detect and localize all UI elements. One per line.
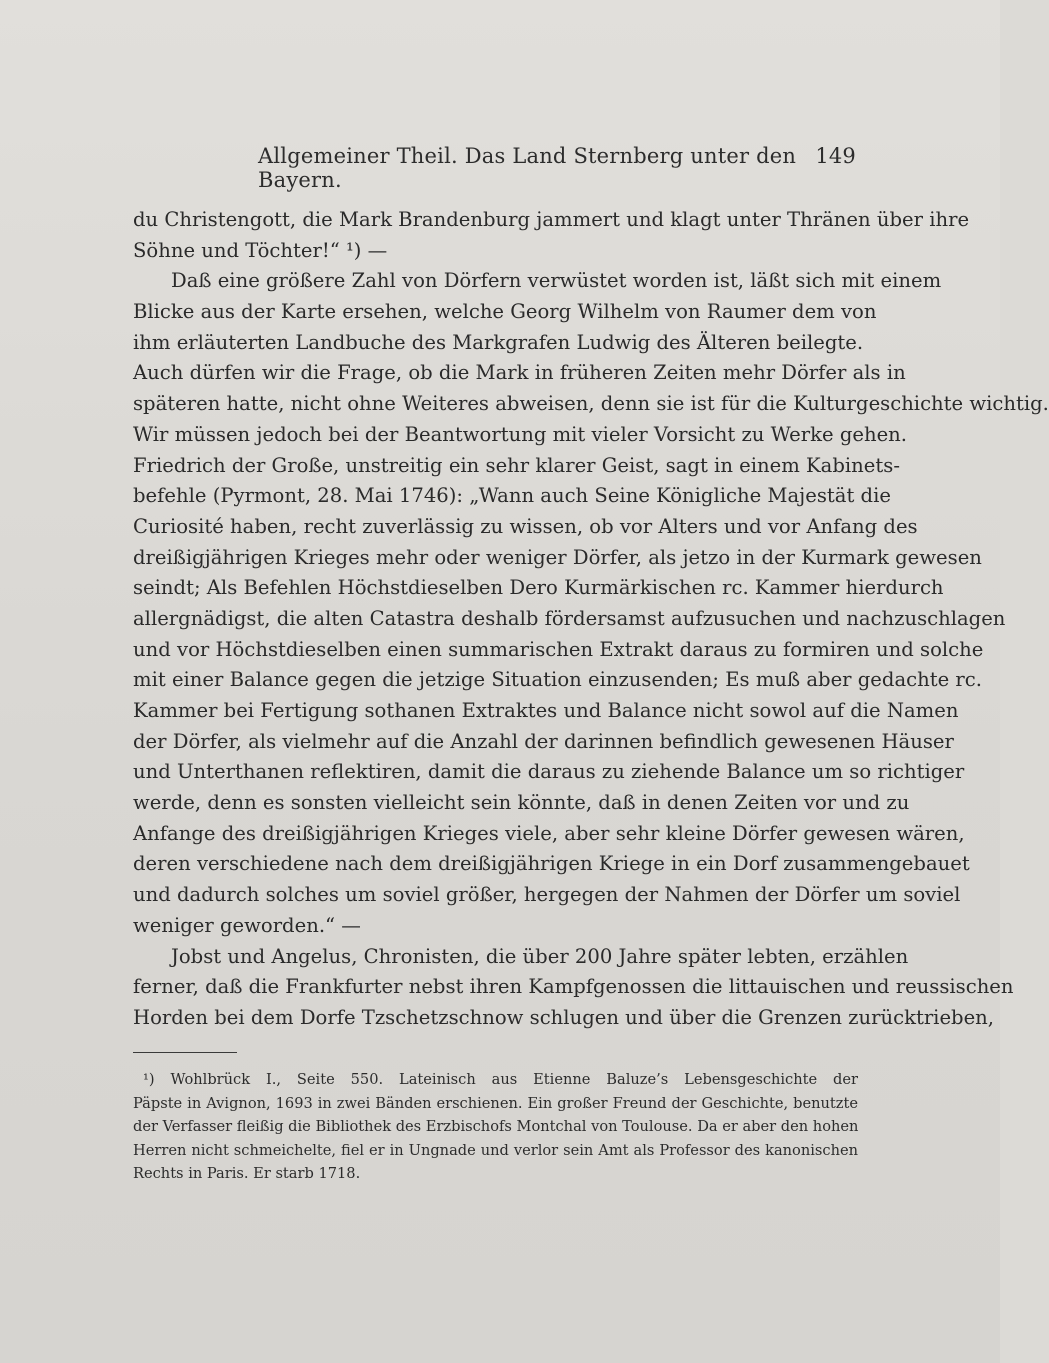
text-line: du Christengott, die Mark Brandenburg jammert und klagt unter Thränen über ihre [133,208,970,231]
text-line: ferner, daß die Frankfurter nebst ihren Kampfgenossen die littauischen und reussischen [133,975,1014,999]
text-line: Blicke aus der Karte ersehen, welche Georg Wilhelm von Raumer dem von [133,300,877,324]
running-title: Allgemeiner Theil. Das Land Sternberg unter den Bayern. [258,144,797,192]
text-line: Söhne und Töchter!“ ¹) — [133,238,388,262]
page-number: 149 [815,144,856,168]
text-line: seindt; Als Befehlen Höchstdieselben Dero Kurmärkischen rc. Kammer hierdurch [133,576,944,600]
main-text [133,205,1049,1034]
text-line: Wir müssen jedoch bei der Beantwortung mit vieler Vorsicht zu Werke gehen. [133,422,908,446]
text-line: Jobst und Angelus, Chronisten, die über 200 Jahre später lebten, erzählen [171,944,909,968]
text-line: werde, denn es sonsten vielleicht sein könnte, daß in denen Zeiten vor und zu [133,791,910,815]
footnote-line: Rechts in Paris. Er starb 1718. [133,1165,361,1182]
text-line: mit einer Balance gegen die jetzige Situation einzusenden; Es muß aber gedachte rc. [133,668,982,692]
text-line: Auch dürfen wir die Frage, ob die Mark in früheren Zeiten mehr Dörfer als in [133,361,906,385]
text-line: dreißigjährigen Krieges mehr oder weniger Dörfer, als jetzo in der Kurmark gewesen [133,545,982,569]
text-line: weniger geworden.“ — [133,913,361,937]
text-line: Anfange des dreißigjährigen Krieges viele, aber sehr kleine Dörfer gewesen wären, [133,821,965,845]
text-line: allergnädigst, die alten Catastra deshalb fördersamst aufzusuchen und nachzuschlagen [133,606,1006,630]
text-line: und vor Höchstdieselben einen summarischen Extrakt daraus zu formiren und solche [133,637,984,661]
text-line: späteren hatte, nicht ohne Weiteres abweisen, denn sie ist für die Kulturgeschichte wichtig. [133,392,1049,416]
text-line: deren verschiedene nach dem dreißigjährigen Kriege in ein Dorf zusammengebauet [133,852,970,876]
running-header [258,144,856,192]
footnote-divider [133,1052,237,1053]
text-line: und Unterthanen reflektiren, damit die daraus zu ziehende Balance um so richtiger [133,760,965,784]
text-line: Curiosité haben, recht zuverlässig zu wissen, ob vor Alters und vor Anfang des [133,514,918,538]
footnotes [133,1068,858,1186]
text-line: der Dörfer, als vielmehr auf die Anzahl der darinnen befindlich gewesenen Häuser [133,729,954,753]
footnote-line: Herren nicht schmeichelte, fiel er in Ungnade und verlor sein Amt als Professor des kanonischen [133,1141,858,1159]
text-line: befehle (Pyrmont, 28. Mai 1746): „Wann auch Seine Königliche Majestät die [133,484,891,508]
text-line: Friedrich der Große, unstreitig ein sehr klarer Geist, sagt in einem Kabinets- [133,453,900,477]
footnote-line: der Verfasser fleißig die Bibliothek des Erzbischofs Montchal von Toulouse. Da er aber den hohen [133,1118,859,1135]
text-line: Horden bei dem Dorfe Tzschetzschnow schlugen und über die Grenzen zurücktrieben, [133,1005,995,1029]
footnote-line: ¹) Wohlbrück I., Seite 550. Lateinisch aus Etienne Baluze’s Lebensgeschichte der [143,1071,858,1088]
text-line: und dadurch solches um soviel größer, hergegen der Nahmen der Dörfer um soviel [133,883,961,907]
footnote-line: Päpste in Avignon, 1693 in zwei Bänden erschienen. Ein großer Freund der Geschichte, benutzte [133,1094,858,1112]
text-line: Daß eine größere Zahl von Dörfern verwüstet worden ist, läßt sich mit einem [171,269,942,293]
text-line: ihm erläuterten Landbuche des Markgrafen Ludwig des Älteren beilegte. [133,330,864,354]
text-line: Kammer bei Fertigung sothanen Extraktes und Balance nicht sowol auf die Namen [133,699,959,722]
